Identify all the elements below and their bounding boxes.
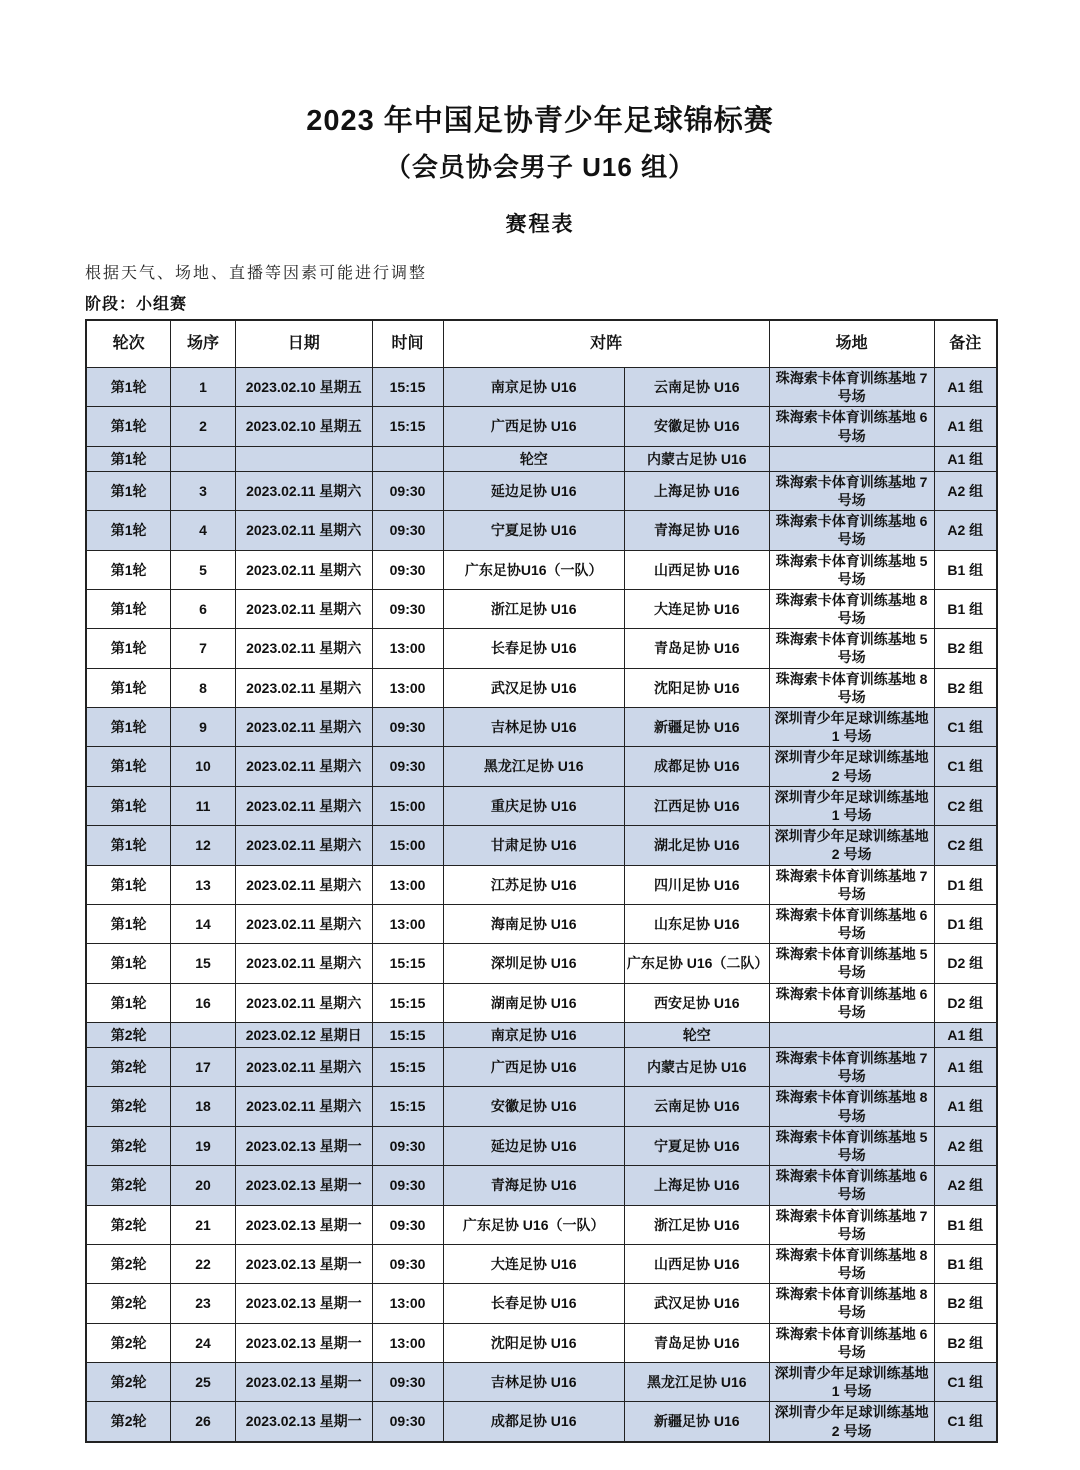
table-row bbox=[86, 1023, 997, 1048]
cell-remark: A2 组 bbox=[934, 471, 997, 510]
cell-home-team: 广西足协 U16 bbox=[443, 407, 624, 446]
cell-date: 2023.02.13 星期一 bbox=[235, 1244, 372, 1283]
cell-time: 09:30 bbox=[372, 708, 443, 747]
cell-home-team: 青海足协 U16 bbox=[443, 1166, 624, 1205]
cell-venue: 珠海索卡体育训练基地 7 号场 bbox=[769, 1048, 934, 1087]
cell-match-no: 22 bbox=[171, 1244, 236, 1283]
cell-time: 09:30 bbox=[372, 1205, 443, 1244]
header-date: 日期 bbox=[235, 320, 372, 368]
page-subtitle-group: （会员协会男子 U16 组） bbox=[384, 152, 696, 182]
cell-round: 第2轮 bbox=[86, 1323, 171, 1362]
table-row bbox=[86, 944, 997, 983]
cell-away-team: 云南足协 U16 bbox=[624, 1087, 769, 1126]
cell-home-team: 广西足协 U16 bbox=[443, 1048, 624, 1087]
table-row bbox=[86, 1087, 997, 1126]
cell-away-team: 上海足协 U16 bbox=[624, 1166, 769, 1205]
cell-date: 2023.02.13 星期一 bbox=[235, 1402, 372, 1442]
cell-date: 2023.02.13 星期一 bbox=[235, 1166, 372, 1205]
cell-match-no: 24 bbox=[171, 1323, 236, 1362]
cell-away-team: 上海足协 U16 bbox=[624, 471, 769, 510]
cell-time: 15:15 bbox=[372, 983, 443, 1022]
cell-remark: A2 组 bbox=[934, 511, 997, 550]
cell-remark: C1 组 bbox=[934, 747, 997, 786]
cell-home-team: 黑龙江足协 U16 bbox=[443, 747, 624, 786]
cell-remark: B2 组 bbox=[934, 1284, 997, 1323]
table-row bbox=[86, 550, 997, 589]
cell-match-no: 13 bbox=[171, 865, 236, 904]
cell-away-team: 新疆足协 U16 bbox=[624, 708, 769, 747]
cell-date: 2023.02.11 星期六 bbox=[235, 1048, 372, 1087]
cell-remark: B2 组 bbox=[934, 629, 997, 668]
cell-date: 2023.02.11 星期六 bbox=[235, 589, 372, 628]
cell-venue: 深圳青少年足球训练基地 1 号场 bbox=[769, 1363, 934, 1402]
cell-match-no: 12 bbox=[171, 826, 236, 865]
table-row bbox=[86, 708, 997, 747]
cell-time: 09:30 bbox=[372, 471, 443, 510]
cell-match-no bbox=[171, 446, 236, 471]
cell-round: 第1轮 bbox=[86, 944, 171, 983]
cell-away-team: 轮空 bbox=[624, 1023, 769, 1048]
cell-away-team: 西安足协 U16 bbox=[624, 983, 769, 1022]
cell-match-no: 18 bbox=[171, 1087, 236, 1126]
cell-remark: B2 组 bbox=[934, 668, 997, 707]
cell-time: 09:30 bbox=[372, 1166, 443, 1205]
cell-remark: A1 组 bbox=[934, 1087, 997, 1126]
cell-date: 2023.02.11 星期六 bbox=[235, 511, 372, 550]
cell-date: 2023.02.11 星期六 bbox=[235, 983, 372, 1022]
table-row bbox=[86, 471, 997, 510]
cell-home-team: 武汉足协 U16 bbox=[443, 668, 624, 707]
cell-match-no: 7 bbox=[171, 629, 236, 668]
cell-away-team: 云南足协 U16 bbox=[624, 368, 769, 407]
cell-time: 13:00 bbox=[372, 668, 443, 707]
cell-round: 第2轮 bbox=[86, 1363, 171, 1402]
cell-round: 第1轮 bbox=[86, 904, 171, 943]
table-row bbox=[86, 1363, 997, 1402]
cell-round: 第1轮 bbox=[86, 446, 171, 471]
cell-round: 第1轮 bbox=[86, 407, 171, 446]
cell-home-team: 沈阳足协 U16 bbox=[443, 1323, 624, 1362]
table-row bbox=[86, 1323, 997, 1362]
cell-date: 2023.02.11 星期六 bbox=[235, 826, 372, 865]
cell-away-team: 黑龙江足协 U16 bbox=[624, 1363, 769, 1402]
cell-venue bbox=[769, 446, 934, 471]
cell-time: 09:30 bbox=[372, 589, 443, 628]
cell-venue: 珠海索卡体育训练基地 5 号场 bbox=[769, 944, 934, 983]
cell-match-no: 2 bbox=[171, 407, 236, 446]
cell-time: 13:00 bbox=[372, 904, 443, 943]
cell-home-team: 延边足协 U16 bbox=[443, 1126, 624, 1165]
table-row bbox=[86, 668, 997, 707]
cell-away-team: 江西足协 U16 bbox=[624, 786, 769, 825]
table-row bbox=[86, 1205, 997, 1244]
cell-match-no: 16 bbox=[171, 983, 236, 1022]
cell-date: 2023.02.13 星期一 bbox=[235, 1363, 372, 1402]
cell-away-team: 安徽足协 U16 bbox=[624, 407, 769, 446]
cell-round: 第2轮 bbox=[86, 1048, 171, 1087]
cell-remark: D1 组 bbox=[934, 865, 997, 904]
cell-venue: 深圳青少年足球训练基地 2 号场 bbox=[769, 747, 934, 786]
cell-round: 第2轮 bbox=[86, 1126, 171, 1165]
cell-round: 第2轮 bbox=[86, 1402, 171, 1442]
schedule-table bbox=[85, 319, 998, 1443]
cell-home-team: 浙江足协 U16 bbox=[443, 589, 624, 628]
cell-date: 2023.02.10 星期五 bbox=[235, 368, 372, 407]
cell-home-team: 吉林足协 U16 bbox=[443, 1363, 624, 1402]
cell-date: 2023.02.13 星期一 bbox=[235, 1126, 372, 1165]
cell-date: 2023.02.11 星期六 bbox=[235, 747, 372, 786]
cell-away-team: 宁夏足协 U16 bbox=[624, 1126, 769, 1165]
cell-away-team: 成都足协 U16 bbox=[624, 747, 769, 786]
cell-home-team: 湖南足协 U16 bbox=[443, 983, 624, 1022]
cell-remark: C2 组 bbox=[934, 826, 997, 865]
cell-match-no: 8 bbox=[171, 668, 236, 707]
table-row bbox=[86, 629, 997, 668]
cell-date: 2023.02.13 星期一 bbox=[235, 1205, 372, 1244]
cell-match-no: 5 bbox=[171, 550, 236, 589]
cell-away-team: 大连足协 U16 bbox=[624, 589, 769, 628]
cell-venue: 珠海索卡体育训练基地 6 号场 bbox=[769, 1166, 934, 1205]
cell-remark: B1 组 bbox=[934, 1205, 997, 1244]
cell-round: 第2轮 bbox=[86, 1244, 171, 1283]
cell-time bbox=[372, 446, 443, 471]
cell-match-no: 21 bbox=[171, 1205, 236, 1244]
cell-round: 第2轮 bbox=[86, 1166, 171, 1205]
table-row bbox=[86, 407, 997, 446]
cell-remark: A1 组 bbox=[934, 1048, 997, 1087]
cell-round: 第1轮 bbox=[86, 668, 171, 707]
table-row bbox=[86, 747, 997, 786]
cell-time: 15:00 bbox=[372, 826, 443, 865]
cell-away-team: 山西足协 U16 bbox=[624, 550, 769, 589]
cell-venue: 珠海索卡体育训练基地 6 号场 bbox=[769, 407, 934, 446]
cell-time: 15:15 bbox=[372, 407, 443, 446]
cell-home-team: 安徽足协 U16 bbox=[443, 1087, 624, 1126]
cell-home-team: 南京足协 U16 bbox=[443, 1023, 624, 1048]
cell-match-no: 17 bbox=[171, 1048, 236, 1087]
cell-venue: 深圳青少年足球训练基地 2 号场 bbox=[769, 826, 934, 865]
cell-remark: B1 组 bbox=[934, 589, 997, 628]
cell-away-team: 山东足协 U16 bbox=[624, 904, 769, 943]
cell-round: 第1轮 bbox=[86, 708, 171, 747]
cell-date: 2023.02.13 星期一 bbox=[235, 1284, 372, 1323]
table-row bbox=[86, 368, 997, 407]
header-fixture: 对阵 bbox=[443, 320, 769, 368]
cell-remark: A1 组 bbox=[934, 407, 997, 446]
cell-round: 第2轮 bbox=[86, 1284, 171, 1323]
cell-home-team: 长春足协 U16 bbox=[443, 1284, 624, 1323]
cell-match-no: 25 bbox=[171, 1363, 236, 1402]
cell-home-team: 江苏足协 U16 bbox=[443, 865, 624, 904]
cell-date: 2023.02.11 星期六 bbox=[235, 1087, 372, 1126]
cell-away-team: 青岛足协 U16 bbox=[624, 1323, 769, 1362]
cell-date: 2023.02.11 星期六 bbox=[235, 708, 372, 747]
cell-time: 13:00 bbox=[372, 865, 443, 904]
cell-round: 第2轮 bbox=[86, 1205, 171, 1244]
cell-match-no: 20 bbox=[171, 1166, 236, 1205]
cell-home-team: 广东足协 U16（一队） bbox=[443, 1205, 624, 1244]
cell-time: 09:30 bbox=[372, 1363, 443, 1402]
cell-home-team: 成都足协 U16 bbox=[443, 1402, 624, 1442]
cell-date: 2023.02.11 星期六 bbox=[235, 668, 372, 707]
cell-remark: C1 组 bbox=[934, 708, 997, 747]
cell-remark: A1 组 bbox=[934, 446, 997, 471]
cell-away-team: 沈阳足协 U16 bbox=[624, 668, 769, 707]
cell-venue: 珠海索卡体育训练基地 6 号场 bbox=[769, 904, 934, 943]
cell-date: 2023.02.11 星期六 bbox=[235, 471, 372, 510]
table-row bbox=[86, 904, 997, 943]
cell-time: 15:15 bbox=[372, 944, 443, 983]
cell-remark: B2 组 bbox=[934, 1323, 997, 1362]
table-row bbox=[86, 1244, 997, 1283]
cell-time: 13:00 bbox=[372, 1284, 443, 1323]
cell-home-team: 长春足协 U16 bbox=[443, 629, 624, 668]
cell-match-no: 6 bbox=[171, 589, 236, 628]
header-venue: 场地 bbox=[769, 320, 934, 368]
cell-venue: 珠海索卡体育训练基地 8 号场 bbox=[769, 1244, 934, 1283]
adjustment-note: 根据天气、场地、直播等因素可能进行调整 bbox=[85, 265, 428, 282]
cell-remark: B1 组 bbox=[934, 550, 997, 589]
cell-time: 15:00 bbox=[372, 786, 443, 825]
cell-match-no: 11 bbox=[171, 786, 236, 825]
cell-home-team: 南京足协 U16 bbox=[443, 368, 624, 407]
cell-home-team: 延边足协 U16 bbox=[443, 471, 624, 510]
header-match-no: 场序 bbox=[171, 320, 236, 368]
table-row bbox=[86, 589, 997, 628]
table-row bbox=[86, 826, 997, 865]
cell-home-team: 大连足协 U16 bbox=[443, 1244, 624, 1283]
cell-round: 第1轮 bbox=[86, 747, 171, 786]
table-header-row bbox=[86, 320, 997, 368]
cell-remark: D1 组 bbox=[934, 904, 997, 943]
cell-away-team: 内蒙古足协 U16 bbox=[624, 1048, 769, 1087]
cell-remark: C1 组 bbox=[934, 1363, 997, 1402]
cell-venue: 珠海索卡体育训练基地 5 号场 bbox=[769, 629, 934, 668]
cell-venue: 珠海索卡体育训练基地 8 号场 bbox=[769, 1284, 934, 1323]
cell-venue: 珠海索卡体育训练基地 7 号场 bbox=[769, 1205, 934, 1244]
cell-date: 2023.02.11 星期六 bbox=[235, 904, 372, 943]
table-row bbox=[86, 1284, 997, 1323]
cell-match-no: 14 bbox=[171, 904, 236, 943]
cell-time: 09:30 bbox=[372, 1126, 443, 1165]
table-row bbox=[86, 1402, 997, 1442]
cell-home-team: 深圳足协 U16 bbox=[443, 944, 624, 983]
cell-remark: A1 组 bbox=[934, 368, 997, 407]
cell-round: 第2轮 bbox=[86, 1087, 171, 1126]
cell-time: 15:15 bbox=[372, 1023, 443, 1048]
cell-venue: 珠海索卡体育训练基地 7 号场 bbox=[769, 368, 934, 407]
cell-date: 2023.02.11 星期六 bbox=[235, 944, 372, 983]
cell-match-no: 9 bbox=[171, 708, 236, 747]
cell-away-team: 四川足协 U16 bbox=[624, 865, 769, 904]
cell-venue: 珠海索卡体育训练基地 6 号场 bbox=[769, 1323, 934, 1362]
cell-time: 09:30 bbox=[372, 747, 443, 786]
table-row bbox=[86, 865, 997, 904]
cell-away-team: 浙江足协 U16 bbox=[624, 1205, 769, 1244]
cell-venue: 珠海索卡体育训练基地 8 号场 bbox=[769, 1087, 934, 1126]
cell-match-no: 1 bbox=[171, 368, 236, 407]
cell-venue: 深圳青少年足球训练基地 1 号场 bbox=[769, 708, 934, 747]
cell-home-team: 轮空 bbox=[443, 446, 624, 471]
cell-date: 2023.02.11 星期六 bbox=[235, 629, 372, 668]
cell-round: 第1轮 bbox=[86, 511, 171, 550]
cell-home-team: 宁夏足协 U16 bbox=[443, 511, 624, 550]
cell-time: 15:15 bbox=[372, 1048, 443, 1087]
cell-away-team: 湖北足协 U16 bbox=[624, 826, 769, 865]
table-row bbox=[86, 1048, 997, 1087]
page-title: 2023 年中国足协青少年足球锦标赛 bbox=[306, 105, 774, 137]
cell-venue: 深圳青少年足球训练基地 1 号场 bbox=[769, 786, 934, 825]
cell-time: 15:15 bbox=[372, 1087, 443, 1126]
cell-match-no: 19 bbox=[171, 1126, 236, 1165]
cell-remark: D2 组 bbox=[934, 983, 997, 1022]
cell-away-team: 新疆足协 U16 bbox=[624, 1402, 769, 1442]
cell-date: 2023.02.10 星期五 bbox=[235, 407, 372, 446]
header-round: 轮次 bbox=[86, 320, 171, 368]
schedule-heading: 赛程表 bbox=[505, 213, 575, 236]
cell-venue: 珠海索卡体育训练基地 5 号场 bbox=[769, 1126, 934, 1165]
cell-time: 13:00 bbox=[372, 629, 443, 668]
table-row bbox=[86, 446, 997, 471]
cell-home-team: 海南足协 U16 bbox=[443, 904, 624, 943]
cell-remark: C1 组 bbox=[934, 1402, 997, 1442]
cell-remark: A2 组 bbox=[934, 1166, 997, 1205]
table-row bbox=[86, 1166, 997, 1205]
cell-match-no bbox=[171, 1023, 236, 1048]
cell-time: 15:15 bbox=[372, 368, 443, 407]
cell-away-team: 山西足协 U16 bbox=[624, 1244, 769, 1283]
cell-round: 第1轮 bbox=[86, 368, 171, 407]
cell-away-team: 内蒙古足协 U16 bbox=[624, 446, 769, 471]
cell-round: 第1轮 bbox=[86, 983, 171, 1022]
cell-round: 第1轮 bbox=[86, 471, 171, 510]
cell-remark: A2 组 bbox=[934, 1126, 997, 1165]
cell-date: 2023.02.11 星期六 bbox=[235, 865, 372, 904]
cell-round: 第1轮 bbox=[86, 826, 171, 865]
cell-home-team: 吉林足协 U16 bbox=[443, 708, 624, 747]
cell-date: 2023.02.13 星期一 bbox=[235, 1323, 372, 1362]
table-row bbox=[86, 983, 997, 1022]
cell-home-team: 甘肃足协 U16 bbox=[443, 826, 624, 865]
cell-date: 2023.02.11 星期六 bbox=[235, 550, 372, 589]
cell-round: 第1轮 bbox=[86, 786, 171, 825]
cell-match-no: 26 bbox=[171, 1402, 236, 1442]
cell-round: 第1轮 bbox=[86, 550, 171, 589]
header-remark: 备注 bbox=[934, 320, 997, 368]
cell-date: 2023.02.11 星期六 bbox=[235, 786, 372, 825]
cell-date: 2023.02.12 星期日 bbox=[235, 1023, 372, 1048]
cell-away-team: 青岛足协 U16 bbox=[624, 629, 769, 668]
cell-time: 09:30 bbox=[372, 1244, 443, 1283]
cell-home-team: 广东足协U16（一队） bbox=[443, 550, 624, 589]
table-row bbox=[86, 1126, 997, 1165]
cell-match-no: 3 bbox=[171, 471, 236, 510]
cell-away-team: 广东足协 U16（二队） bbox=[624, 944, 769, 983]
cell-time: 09:30 bbox=[372, 550, 443, 589]
cell-time: 13:00 bbox=[372, 1323, 443, 1362]
cell-venue: 珠海索卡体育训练基地 6 号场 bbox=[769, 983, 934, 1022]
cell-match-no: 15 bbox=[171, 944, 236, 983]
cell-venue: 珠海索卡体育训练基地 5 号场 bbox=[769, 550, 934, 589]
cell-round: 第2轮 bbox=[86, 1023, 171, 1048]
cell-remark: C2 组 bbox=[934, 786, 997, 825]
cell-venue: 深圳青少年足球训练基地 2 号场 bbox=[769, 1402, 934, 1442]
cell-time: 09:30 bbox=[372, 511, 443, 550]
cell-venue: 珠海索卡体育训练基地 8 号场 bbox=[769, 668, 934, 707]
cell-home-team: 重庆足协 U16 bbox=[443, 786, 624, 825]
cell-round: 第1轮 bbox=[86, 589, 171, 628]
cell-date bbox=[235, 446, 372, 471]
cell-away-team: 武汉足协 U16 bbox=[624, 1284, 769, 1323]
header-time: 时间 bbox=[372, 320, 443, 368]
cell-remark: D2 组 bbox=[934, 944, 997, 983]
cell-away-team: 青海足协 U16 bbox=[624, 511, 769, 550]
cell-venue: 珠海索卡体育训练基地 7 号场 bbox=[769, 865, 934, 904]
cell-venue: 珠海索卡体育训练基地 8 号场 bbox=[769, 589, 934, 628]
cell-round: 第1轮 bbox=[86, 629, 171, 668]
cell-match-no: 10 bbox=[171, 747, 236, 786]
cell-venue: 珠海索卡体育训练基地 6 号场 bbox=[769, 511, 934, 550]
stage-label: 阶段：小组赛 bbox=[85, 296, 188, 313]
cell-round: 第1轮 bbox=[86, 865, 171, 904]
cell-match-no: 23 bbox=[171, 1284, 236, 1323]
table-row bbox=[86, 511, 997, 550]
cell-remark: A1 组 bbox=[934, 1023, 997, 1048]
table-row bbox=[86, 786, 997, 825]
cell-remark: B1 组 bbox=[934, 1244, 997, 1283]
cell-match-no: 4 bbox=[171, 511, 236, 550]
cell-venue bbox=[769, 1023, 934, 1048]
cell-venue: 珠海索卡体育训练基地 7 号场 bbox=[769, 471, 934, 510]
cell-time: 09:30 bbox=[372, 1402, 443, 1442]
